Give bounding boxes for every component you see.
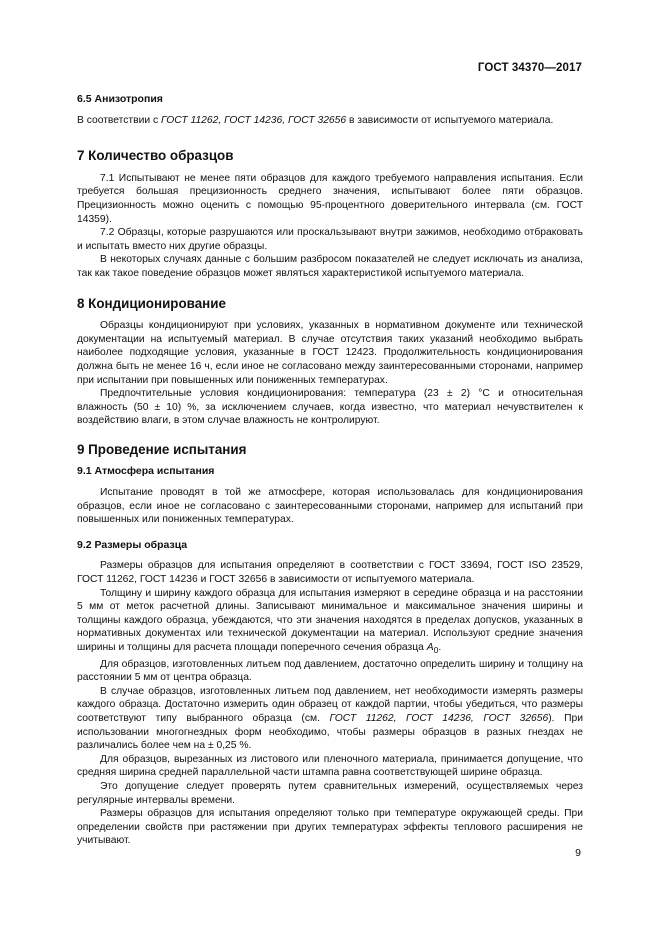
paragraph-9-1: Испытание проводят в той же атмосфере, которая использовалась для кондиционирования образцов, если иное не согласовано с заинтересованными сторонами, например для испытаний при повышенных или пониженных температурах. bbox=[77, 487, 583, 526]
subsection-heading-9-1: 9.1 Атмосфера испытания bbox=[77, 465, 215, 478]
paragraph-7-2: 7.2 Образцы, которые разрушаются или проскальзывают внутри зажимов, необходимо отбраковать и испытать вместо них другие образцы. bbox=[77, 227, 583, 252]
paragraph-7-1: 7.1 Испытывают не менее пяти образцов для каждого требуемого направления испытания. Если требуется большая прецизионность среднего значения, испытывают более пяти образцов. Прецизионность можно оценить с помощью 95-процентного доверительного интервала (см. ГОСТ 14359). bbox=[77, 172, 583, 225]
paragraph-9-2-7: Размеры образцов для испытания определяют только при температуре окружающей среды. При определении свойств при растяжении при других температурах эффекты теплового расширения не учитывают. bbox=[77, 808, 583, 847]
subsection-heading-6-5: 6.5 Анизотропия bbox=[77, 93, 163, 105]
page-number: 9 bbox=[575, 847, 581, 859]
standard-refs: ГОСТ 11262, ГОСТ 14236, ГОСТ 32656 bbox=[160, 114, 347, 126]
section-heading-8: 8 Кондиционирование bbox=[77, 295, 226, 311]
paragraph-9-2-3: Для образцов, изготовленных литьем под давлением, достаточно определить ширину и толщину на расстоянии 5 мм от центра образца. bbox=[77, 658, 583, 684]
paragraph-9-2-2: Толщину и ширину каждого образца для испытания измеряют в середине образца и на расстоянии 5 мм от меток расчетной длины. Записывают минимальное и максимальное значения ширины и толщины каждого образца, убеждаются, что эти значения находятся в пределах допусков, указанных в нормативных документах или технической документации на материал. Используют средние значения ширины и толщины для расчета площади поперечного сечения образца $A_0$. bbox=[77, 587, 583, 656]
paragraph-9-2-6: Это допущение следует проверять путем сравнительных измерений, осуществляемых через регулярные интервалы времени. bbox=[77, 780, 583, 806]
paragraph-6-5: В соответствии с ГОСТ 11262, ГОСТ 14236, ГОСТ 32656 в зависимости от испытуемого материала. bbox=[77, 114, 554, 126]
subsection-heading-9-2: 9.2 Размеры образца bbox=[77, 538, 188, 551]
paragraph-8-1: Образцы кондиционируют при условиях, указанных в нормативном документе или технической документации на испытуемый материал. В случае отсутствия таких указаний необходимо выбрать наиболее подходящие условия, указанные в ГОСТ 12423. Продолжительность кондиционирования должна быть не менее 16 ч, если иное не согласовано между заинтересованными сторонами, например при испытании при повышенных или пониженных температурах. bbox=[77, 320, 583, 386]
area-symbol: A bbox=[426, 642, 434, 653]
paragraph-9-2-4: В случае образцов, изготовленных литьем под давлением, нет необходимости измерять размеры каждого образца. Достаточно измерить один образец от каждой партии, чтобы убедиться, что размеры соответствуют типу выбранного образца (см. ГОСТ 11262, ГОСТ 14236, ГОСТ 32656). При использовании многогнездных форм необходимо, чтобы размеры образцов в разных гнездах не различались более чем на ± 0,25 %. bbox=[77, 685, 583, 752]
document-standard-number: ГОСТ 34370—2017 bbox=[477, 62, 582, 74]
paragraph-9-2-1: Размеры образцов для испытания определяют в соответствии с ГОСТ 33694, ГОСТ ISO 23529, ГОСТ 11262, ГОСТ 14236 и ГОСТ 32656 в зависимости от испытуемого материала. bbox=[77, 560, 583, 586]
paragraph-7-note: В некоторых случаях данные с большим разбросом показателей не следует исключать из анализа, так как такое поведение образцов может являться характеристикой испытуемого материала. bbox=[77, 254, 583, 279]
document-body bbox=[77, 93, 583, 848]
paragraph-8-2: Предпочтительные условия кондиционирования: температура (23 ± 2) °С и относительная влажность (50 ± 10) %, за исключением случаев, когда известно, что материал нечувствителен к воздействию влаги, в этом случае влажность не контролируют. bbox=[77, 388, 583, 427]
section-heading-9: 9 Проведение испытания bbox=[77, 441, 247, 457]
paragraph-9-2-5: Для образцов, вырезанных из листового или пленочного материала, принимается допущение, что средняя ширина средней параллельной части штампа равна соответствующей ширине образца. bbox=[77, 753, 583, 779]
area-symbol-subscript: 0 bbox=[433, 645, 439, 656]
section-heading-7: 7 Количество образцов bbox=[77, 148, 234, 164]
standard-refs: ГОСТ 11262, ГОСТ 14236, ГОСТ 32656 bbox=[329, 713, 549, 725]
